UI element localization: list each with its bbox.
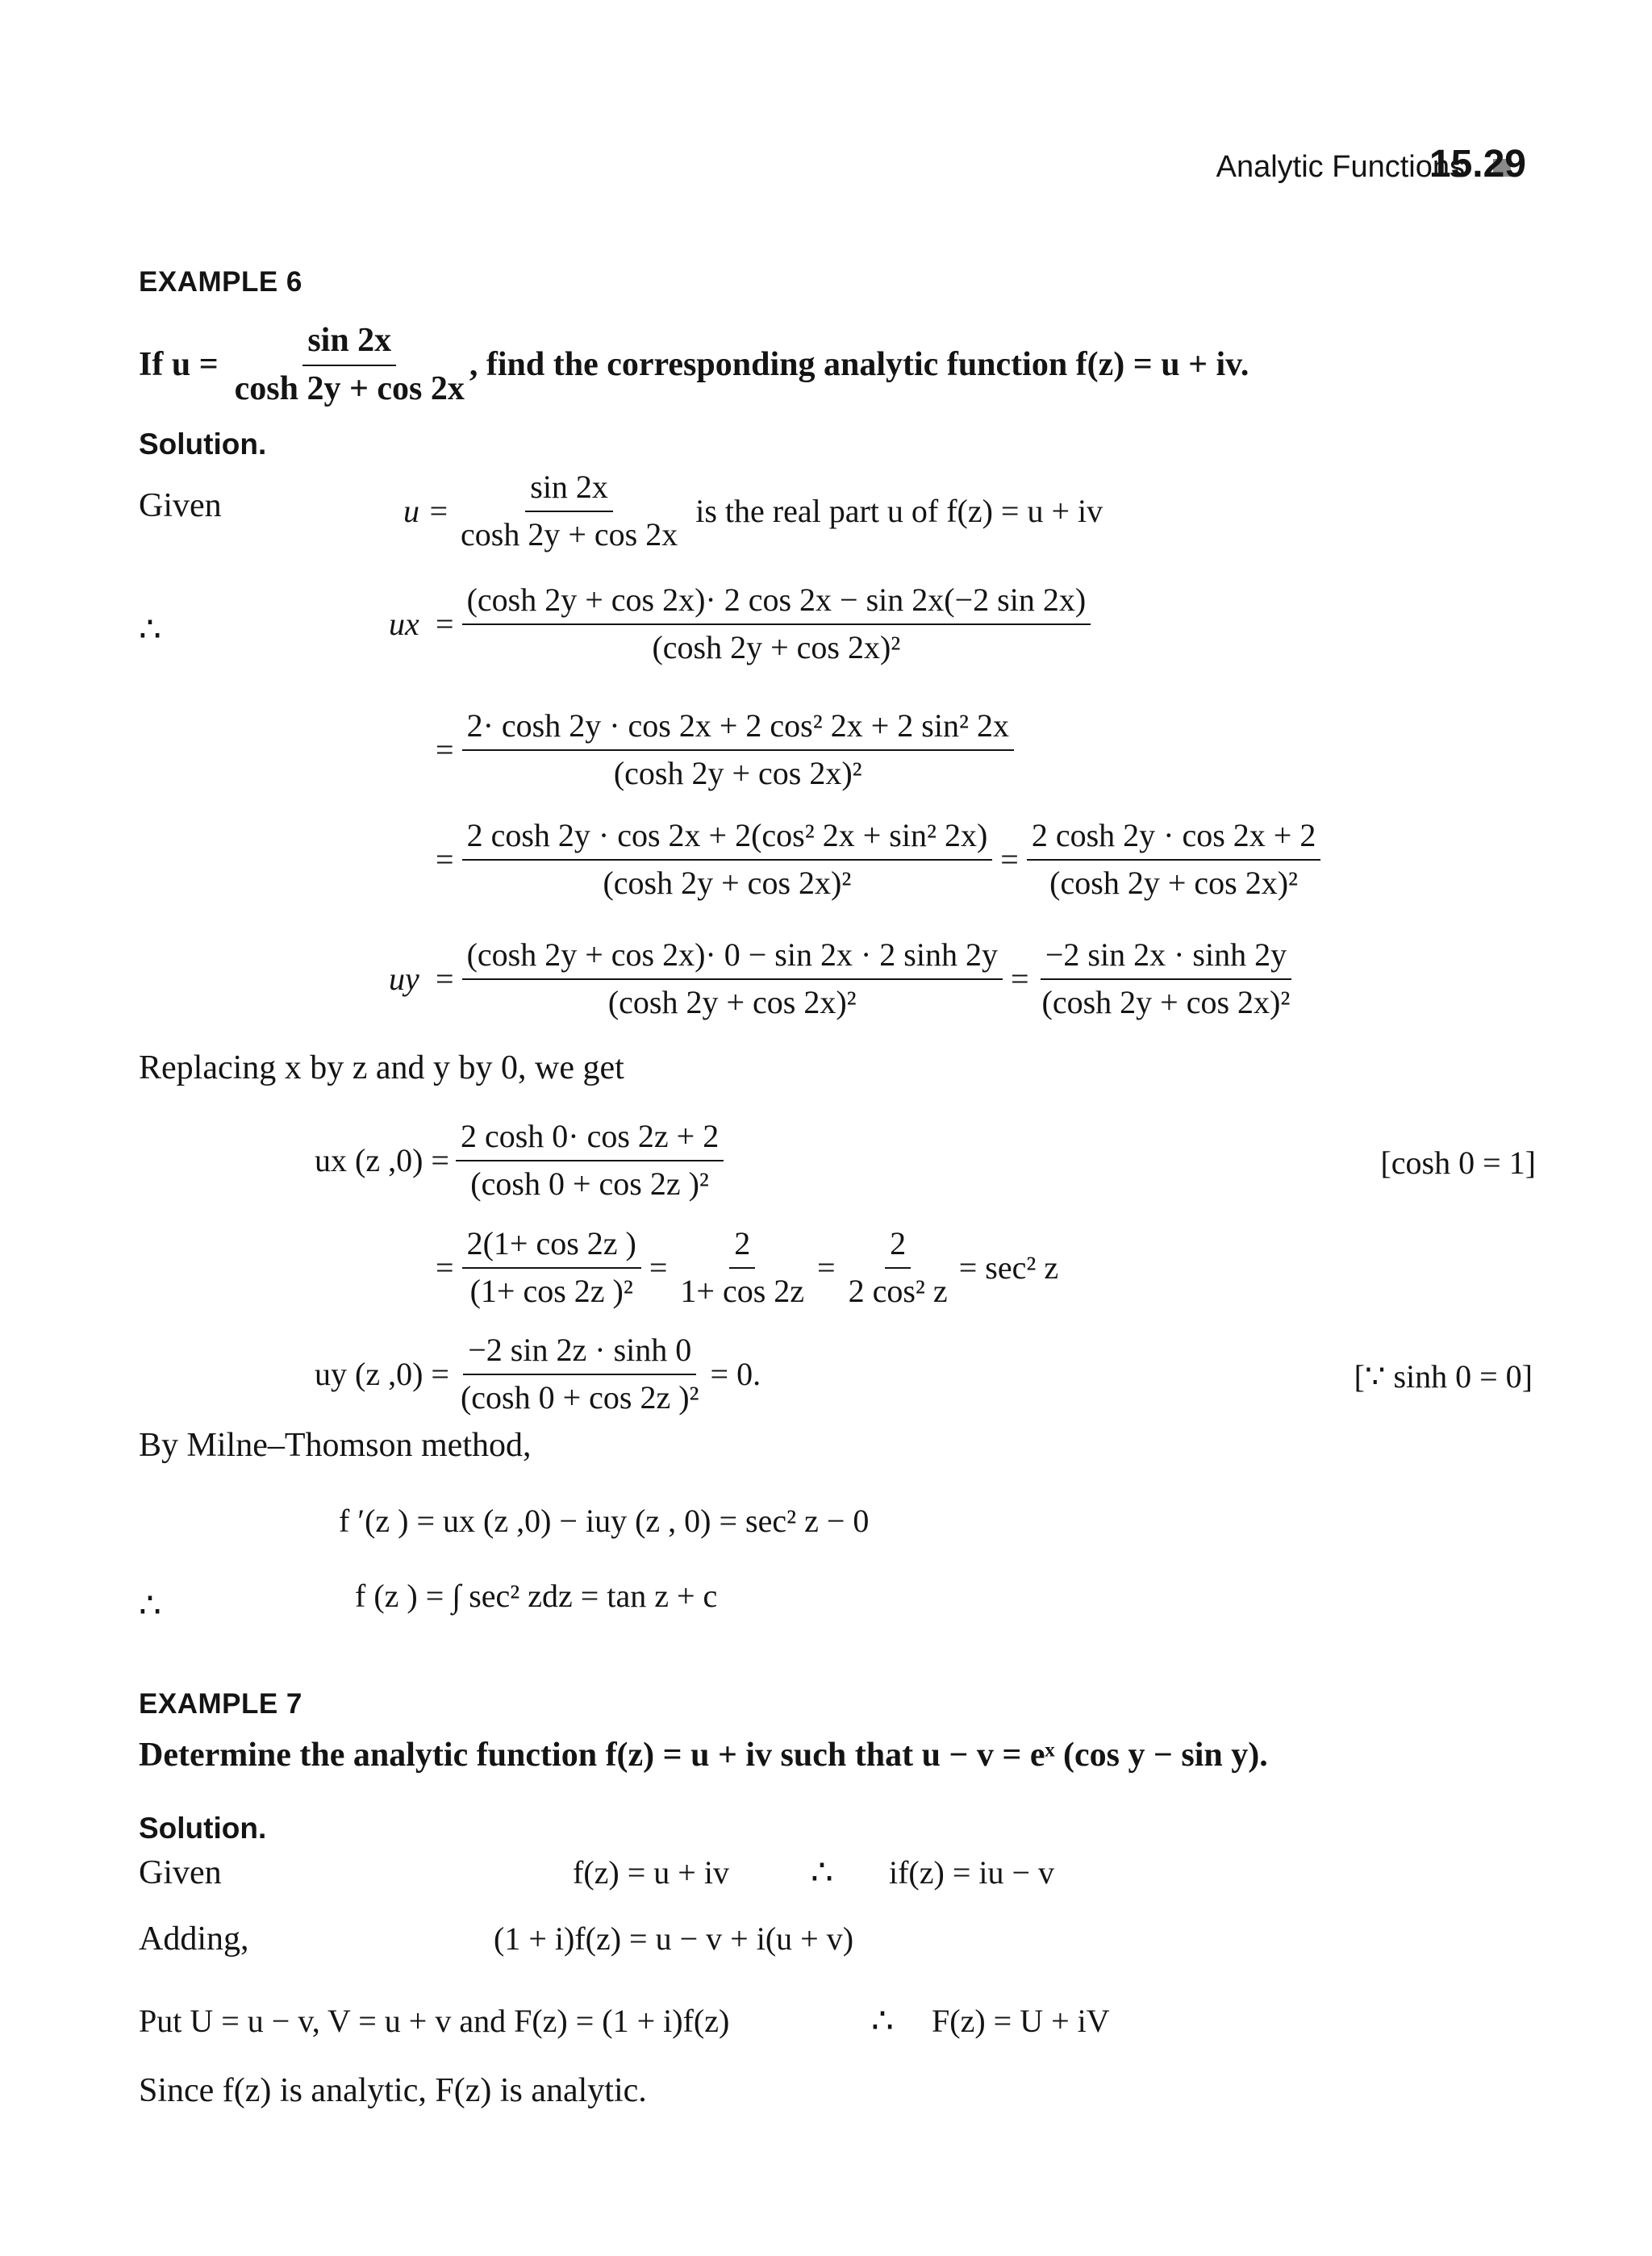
step2-fraction-2	[675, 1224, 809, 1310]
note-cosh: [cosh 0 = 1]	[1380, 1145, 1536, 1181]
given-numerator: sin 2x	[525, 468, 613, 512]
uyz0-numerator: −2 sin 2z · sinh 0	[463, 1331, 696, 1375]
f-line: f (z ) = ∫ sec² zdz = tan z + c	[355, 1578, 718, 1614]
milne-text: By Milne–Thomson method,	[139, 1427, 532, 1464]
ux-denominator-2: (cosh 2y + cos 2x)²	[613, 755, 862, 791]
problem-prefix: If u =	[139, 346, 219, 383]
given-text: is the real part u of f(z) = u + iv	[695, 492, 1103, 529]
uxz0-simplify-line: = $\frac{2(1+ \cos 2z )}{\text{(1+ cos 2z )²}}$ = $\frac{2}{1+ \cos 2z}$ = $\frac{2}{\text{2 cos² z}}$ = sec² z	[436, 1225, 1059, 1309]
given-lhs: u =	[403, 492, 449, 529]
therefore-symbol-1: ∴	[139, 610, 161, 649]
example7-given-eq2: if(z) = iu − v	[889, 1854, 1055, 1891]
step2-denominator-1: (1+ cos 2z )²	[469, 1273, 633, 1309]
example7-put-text: Put U = u − v, V = u + v and F(z) = (1 + i)f(z)	[139, 2003, 730, 2039]
uxz0-line	[315, 1117, 724, 1203]
ux-line-3: = $\frac{\text{2 cosh 2y · cos 2x + 2(cos² 2x + sin² 2x)}}{\text{(cosh 2y + cos 2x)²}}$ = $\frac{2 \cosh 2y \cdot \cos 2x + 2}{\text{(cosh 2y + cos 2x)²}}$	[428, 816, 1320, 902]
ux-denominator-1: (cosh 2y + cos 2x)²	[652, 629, 901, 665]
step2-numerator-2: 2	[729, 1224, 755, 1269]
ux-line-1: ux = $\frac{(\cosh 2y + \cos 2x)\cdot 2 \cos 2x - \sin 2x(-2 \sin 2x)}{\text{(cosh 2y + cos 2x)²}}$	[389, 581, 1091, 666]
ux-denominator-4: (cosh 2y + cos 2x)²	[1049, 865, 1299, 901]
step2-numerator-3: 2	[885, 1224, 911, 1269]
ux-numerator-3: 2 cosh 2y · cos 2x + 2(cos² 2x + sin² 2x)	[462, 816, 993, 861]
uy-lhs: uy	[389, 960, 419, 997]
section-title: Analytic Functions	[1216, 150, 1465, 184]
given-denominator: cosh 2y + cos 2x	[461, 516, 678, 553]
note-sinh: [∵ sinh 0 = 0]	[1354, 1358, 1533, 1395]
uyz0-line	[315, 1331, 761, 1416]
given-label: Given	[139, 487, 222, 524]
ux-fraction-3	[462, 816, 993, 902]
uyz0-result: = 0.	[710, 1355, 761, 1392]
example7-solution-heading: Solution.	[139, 1812, 267, 1845]
given-fraction	[456, 468, 682, 553]
step2-fraction-1	[462, 1224, 641, 1310]
ux-denominator-3: (cosh 2y + cos 2x)²	[603, 865, 852, 901]
step2-denominator-2: 1+ cos 2z	[680, 1273, 805, 1309]
ux-numerator-2: 2· cosh 2y · cos 2x + 2 cos² 2x + 2 sin² 2x	[462, 707, 1014, 751]
example7-since-text: Since f(z) is analytic, F(z) is analytic.	[139, 2072, 647, 2109]
example7-heading: EXAMPLE 7	[139, 1688, 302, 1720]
example7-put-result: F(z) = U + iV	[932, 2003, 1110, 2039]
uy-fraction-2	[1037, 936, 1295, 1021]
therefore-symbol-2: ∴	[139, 1586, 161, 1625]
given-equation	[403, 468, 1103, 553]
problem-suffix: , find the corresponding analytic function f(z) = u + iv.	[469, 346, 1249, 383]
ux-lhs: ux	[389, 605, 419, 642]
example7-therefore-symbol: ∴	[811, 1853, 833, 1892]
uxz0-numerator: 2 cosh 0· cos 2z + 2	[456, 1117, 724, 1161]
example7-adding-label: Adding,	[139, 1920, 249, 1958]
step2-fraction-3	[844, 1224, 953, 1310]
example7-therefore-symbol-2: ∴	[871, 2001, 894, 2041]
ux-numerator-1: (cosh 2y + cos 2x)· 2 cos 2x − sin 2x(−2 sin 2x)	[462, 581, 1091, 625]
ux-numerator-4: 2 cosh 2y · cos 2x + 2	[1027, 816, 1321, 861]
problem-denominator: cosh 2y + cos 2x	[234, 370, 465, 407]
example7-adding-eq: (1 + i)f(z) = u − v + i(u + v)	[494, 1920, 854, 1957]
example6-heading: EXAMPLE 6	[139, 266, 302, 298]
step2-numerator-1: 2(1+ cos 2z )	[462, 1224, 641, 1269]
step2-result: = sec² z	[958, 1249, 1059, 1286]
problem-numerator: sin 2x	[302, 321, 396, 366]
example6-problem	[139, 321, 1249, 408]
step2-denominator-3: 2 cos² z	[848, 1273, 948, 1309]
uy-numerator-1: (cosh 2y + cos 2x)· 0 − sin 2x · 2 sinh 2y	[462, 936, 1003, 980]
uyz0-fraction	[456, 1331, 704, 1416]
ux-line-2: = $\frac{\text{2· cosh 2y · cos 2x + 2 cos² 2x + 2 sin² 2x}}{\text{(cosh 2y + cos 2x)²}}$	[428, 707, 1014, 792]
uy-denominator-2: (cosh 2y + cos 2x)²	[1041, 984, 1291, 1020]
example7-given-label: Given	[139, 1854, 222, 1891]
example6-solution-heading: Solution.	[139, 427, 267, 461]
example7-problem: Determine the analytic function f(z) = u + iv such that u − v = eˣ (cos y − sin y).	[139, 1737, 1268, 1774]
uy-denominator-1: (cosh 2y + cos 2x)²	[607, 984, 857, 1020]
uyz0-lhs: uy (z ,0) =	[315, 1355, 449, 1392]
uxz0-denominator: (cosh 0 + cos 2z )²	[470, 1166, 709, 1202]
example7-given-eq1: f(z) = u + iv	[573, 1854, 729, 1891]
ux-fraction-4	[1027, 816, 1321, 902]
problem-fraction	[230, 321, 469, 408]
uy-fraction-1	[462, 936, 1003, 1021]
uyz0-denominator: (cosh 0 + cos 2z )²	[460, 1379, 699, 1416]
replacing-text: Replacing x by z and y by 0, we get	[139, 1049, 624, 1086]
ux-fraction-1	[462, 581, 1091, 666]
uy-line: uy = $\frac{(\cosh 2y + \cos 2x)\cdot 0 - \sin 2x \cdot 2 \sinh 2y}{\text{(cosh 2y + cos 2x)²}}$ = $\frac{-2 \sin 2x \cdot \sinh 2y}{\text{(cosh 2y + cos 2x)²}}$	[389, 936, 1295, 1021]
fprime-line: f ′(z ) = ux (z ,0) − iuy (z , 0) = sec² z − 0	[339, 1503, 870, 1539]
page-number: 15.29	[1429, 143, 1526, 186]
uy-numerator-2: −2 sin 2x · sinh 2y	[1041, 936, 1291, 980]
ux-fraction-2	[462, 707, 1014, 792]
uxz0-lhs: ux (z ,0) =	[315, 1141, 449, 1178]
uxz0-fraction	[456, 1117, 724, 1203]
